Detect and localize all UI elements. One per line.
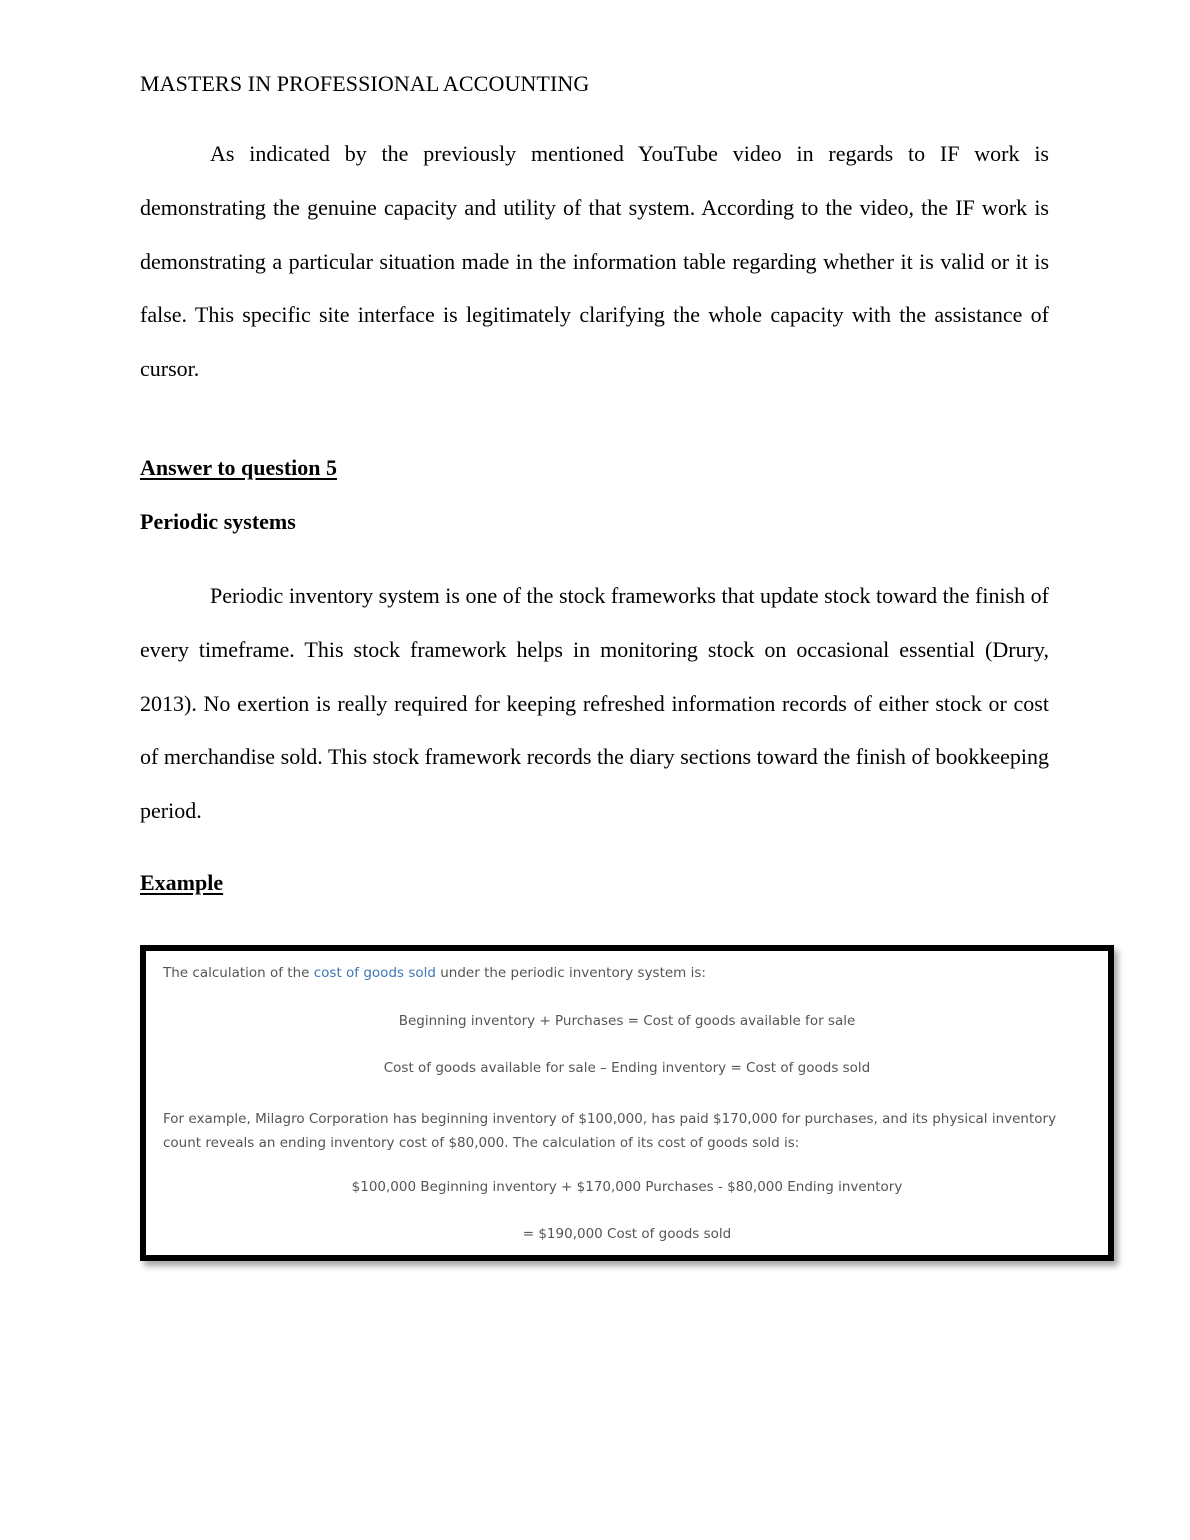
example-screenshot-figure (140, 945, 1114, 1261)
equation-milagro-calculation: $100,000 Beginning inventory + $170,000 Purchases - $80,000 Ending inventory (351, 1179, 903, 1195)
running-header: MASTERS IN PROFESSIONAL ACCOUNTING (140, 71, 590, 96)
equation-cost-of-goods-sold: Cost of goods available for sale – Ending inventory = Cost of goods sold (383, 1060, 871, 1076)
heading-periodic-systems: Periodic systems (140, 509, 296, 534)
equation-goods-available: Beginning inventory + Purchases = Cost of goods available for sale (398, 1013, 856, 1029)
example-intro-line (163, 965, 706, 981)
example-body-text: For example, Milagro Corporation has beginning inventory of $100,000, has paid $170,000 for purchases, and its physical inventory count reveals an ending inventory cost of $80,000. The calculation of its cost of goods sold is: (163, 1111, 1057, 1151)
cost-of-goods-sold-link[interactable]: cost of goods sold (313, 965, 436, 981)
body-paragraph-2: Periodic inventory system is one of the stock frameworks that update stock toward the finish of every timeframe. This stock framework helps in monitoring stock on occasional essential (Drury, 2013). No exertion is really required for keeping refreshed information records of either stock or cost of merchandise sold. This stock framework records the diary sections toward the finish of bookkeeping period. (140, 583, 1049, 824)
example-intro-suffix: under the periodic inventory system is: (435, 965, 706, 981)
equation-milagro-result: = $190,000 Cost of goods sold (522, 1226, 732, 1242)
heading-answer-question-5: Answer to question 5 (140, 455, 338, 480)
example-intro-prefix: The calculation of the (163, 965, 314, 981)
body-paragraph-1: As indicated by the previously mentioned YouTube video in regards to IF work is demonstrating the genuine capacity and utility of that system. According to the video, the IF work is demonstrating a particular situation made in the information table regarding whether it is valid or it is false. This specific site interface is legitimately clarifying the whole capacity with the assistance of cursor. (140, 141, 1049, 382)
heading-example: Example (140, 870, 224, 895)
